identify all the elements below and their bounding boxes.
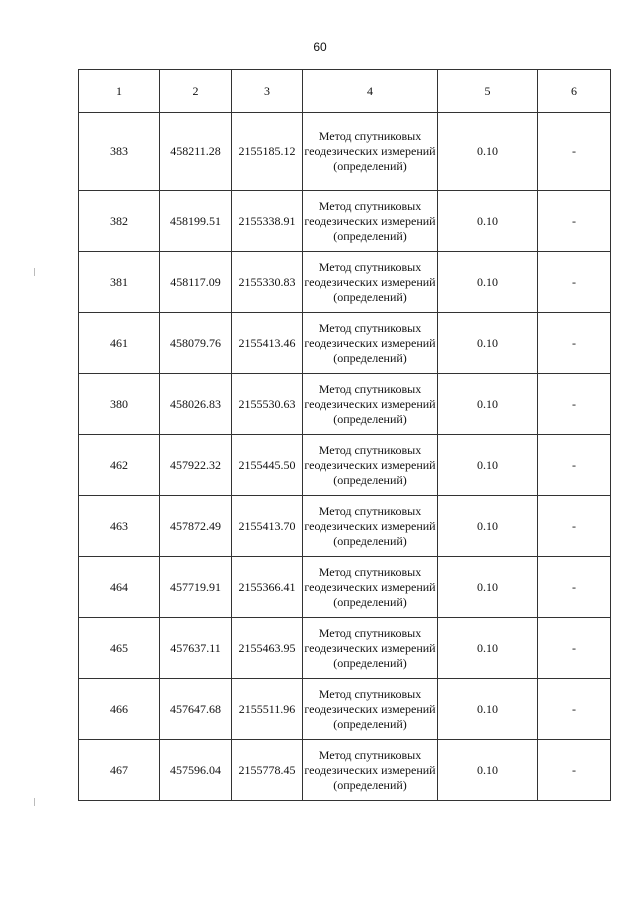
point-number-cell: 380 xyxy=(79,374,160,435)
x-coordinate-cell: 457647.68 xyxy=(160,679,232,740)
y-coordinate-cell: 2155778.45 xyxy=(232,740,303,801)
accuracy-cell: 0.10 xyxy=(438,557,538,618)
note-cell: - xyxy=(538,496,611,557)
accuracy-cell: 0.10 xyxy=(438,740,538,801)
x-coordinate-cell: 458117.09 xyxy=(160,252,232,313)
accuracy-cell: 0.10 xyxy=(438,313,538,374)
method-cell: Метод спутниковых геодезических измерений (определений) xyxy=(303,618,438,679)
point-number-cell: 467 xyxy=(79,740,160,801)
method-cell: Метод спутниковых геодезических измерений (определений) xyxy=(303,113,438,191)
note-cell: - xyxy=(538,679,611,740)
page-number: 60 xyxy=(313,40,327,54)
y-coordinate-cell: 2155185.12 xyxy=(232,113,303,191)
table-body xyxy=(79,70,611,801)
table-row xyxy=(79,435,611,496)
point-number-cell: 463 xyxy=(79,496,160,557)
y-coordinate-cell: 2155366.41 xyxy=(232,557,303,618)
table-row xyxy=(79,191,611,252)
table-row xyxy=(79,679,611,740)
column-header-6: 6 xyxy=(538,70,611,113)
point-number-cell: 383 xyxy=(79,113,160,191)
method-cell: Метод спутниковых геодезических измерений (определений) xyxy=(303,435,438,496)
method-cell: Метод спутниковых геодезических измерений (определений) xyxy=(303,374,438,435)
y-coordinate-cell: 2155413.46 xyxy=(232,313,303,374)
column-header-2: 2 xyxy=(160,70,232,113)
point-number-cell: 382 xyxy=(79,191,160,252)
y-coordinate-cell: 2155330.83 xyxy=(232,252,303,313)
method-cell: Метод спутниковых геодезических измерений (определений) xyxy=(303,496,438,557)
table-row xyxy=(79,113,611,191)
y-coordinate-cell: 2155463.95 xyxy=(232,618,303,679)
note-cell: - xyxy=(538,435,611,496)
coordinates-table xyxy=(78,69,611,801)
accuracy-cell: 0.10 xyxy=(438,191,538,252)
y-coordinate-cell: 2155413.70 xyxy=(232,496,303,557)
scan-mark xyxy=(34,268,35,276)
x-coordinate-cell: 457719.91 xyxy=(160,557,232,618)
x-coordinate-cell: 457596.04 xyxy=(160,740,232,801)
header-row xyxy=(79,70,611,113)
accuracy-cell: 0.10 xyxy=(438,496,538,557)
y-coordinate-cell: 2155445.50 xyxy=(232,435,303,496)
x-coordinate-cell: 458026.83 xyxy=(160,374,232,435)
x-coordinate-cell: 457922.32 xyxy=(160,435,232,496)
method-cell: Метод спутниковых геодезических измерений (определений) xyxy=(303,679,438,740)
note-cell: - xyxy=(538,740,611,801)
accuracy-cell: 0.10 xyxy=(438,435,538,496)
method-cell: Метод спутниковых геодезических измерений (определений) xyxy=(303,557,438,618)
method-cell: Метод спутниковых геодезических измерений (определений) xyxy=(303,252,438,313)
point-number-cell: 465 xyxy=(79,618,160,679)
method-cell: Метод спутниковых геодезических измерений (определений) xyxy=(303,191,438,252)
table-row xyxy=(79,618,611,679)
x-coordinate-cell: 458211.28 xyxy=(160,113,232,191)
point-number-cell: 381 xyxy=(79,252,160,313)
note-cell: - xyxy=(538,557,611,618)
table-row xyxy=(79,374,611,435)
accuracy-cell: 0.10 xyxy=(438,374,538,435)
point-number-cell: 462 xyxy=(79,435,160,496)
point-number-cell: 466 xyxy=(79,679,160,740)
scan-mark xyxy=(34,798,35,806)
note-cell: - xyxy=(538,252,611,313)
table-row xyxy=(79,313,611,374)
note-cell: - xyxy=(538,191,611,252)
accuracy-cell: 0.10 xyxy=(438,113,538,191)
note-cell: - xyxy=(538,618,611,679)
x-coordinate-cell: 458079.76 xyxy=(160,313,232,374)
y-coordinate-cell: 2155511.96 xyxy=(232,679,303,740)
table-row xyxy=(79,557,611,618)
column-header-3: 3 xyxy=(232,70,303,113)
accuracy-cell: 0.10 xyxy=(438,679,538,740)
accuracy-cell: 0.10 xyxy=(438,618,538,679)
x-coordinate-cell: 458199.51 xyxy=(160,191,232,252)
column-header-4: 4 xyxy=(303,70,438,113)
y-coordinate-cell: 2155530.63 xyxy=(232,374,303,435)
table-row xyxy=(79,252,611,313)
column-header-5: 5 xyxy=(438,70,538,113)
table-row xyxy=(79,740,611,801)
point-number-cell: 461 xyxy=(79,313,160,374)
note-cell: - xyxy=(538,374,611,435)
x-coordinate-cell: 457872.49 xyxy=(160,496,232,557)
note-cell: - xyxy=(538,113,611,191)
method-cell: Метод спутниковых геодезических измерений (определений) xyxy=(303,313,438,374)
accuracy-cell: 0.10 xyxy=(438,252,538,313)
method-cell: Метод спутниковых геодезических измерений (определений) xyxy=(303,740,438,801)
x-coordinate-cell: 457637.11 xyxy=(160,618,232,679)
point-number-cell: 464 xyxy=(79,557,160,618)
column-header-1: 1 xyxy=(79,70,160,113)
y-coordinate-cell: 2155338.91 xyxy=(232,191,303,252)
table-row xyxy=(79,496,611,557)
note-cell: - xyxy=(538,313,611,374)
